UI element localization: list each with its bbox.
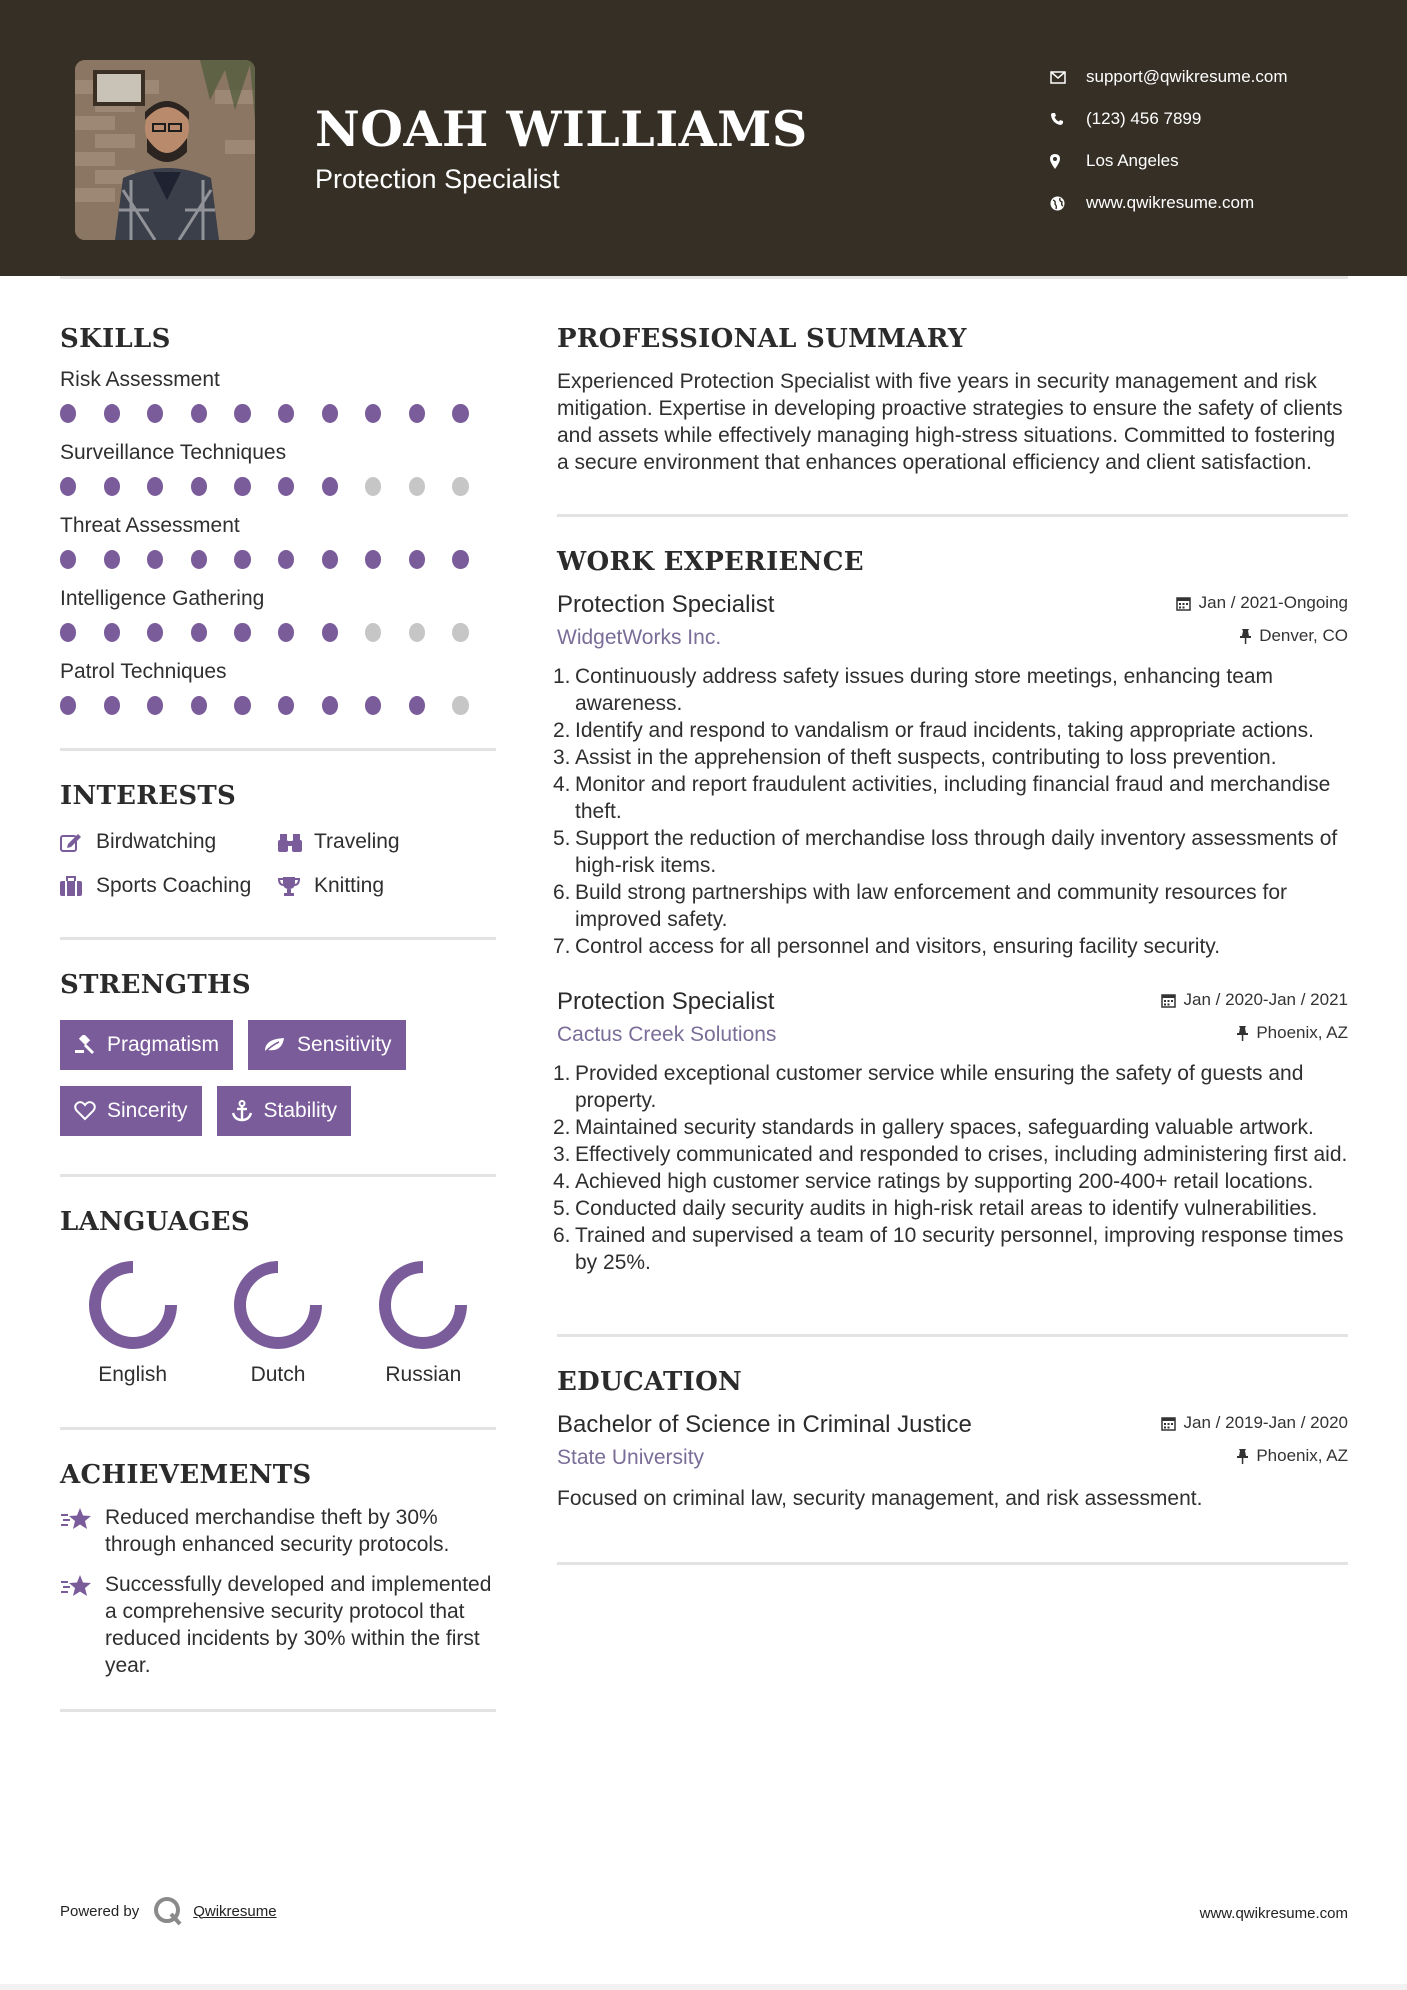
header-divider xyxy=(60,276,1348,279)
footer-url[interactable]: www.qwikresume.com xyxy=(1199,1905,1348,1922)
heart-icon xyxy=(74,1101,96,1121)
rating-dot-filled xyxy=(409,550,425,569)
rating-dot-empty xyxy=(409,623,425,642)
pin-icon xyxy=(1237,1449,1248,1464)
rating-dot-filled xyxy=(147,404,163,423)
job-bullets xyxy=(553,663,1348,960)
contact-website-text: www.qwikresume.com xyxy=(1086,193,1255,212)
job-entry xyxy=(553,589,1348,960)
job-bullet: 1. Continuously address safety issues during store meetings, enhancing team awareness. xyxy=(553,665,1274,715)
job-company: WidgetWorks Inc. xyxy=(557,626,722,649)
binoculars-icon xyxy=(278,832,314,852)
job-title: Protection Specialist xyxy=(557,591,775,618)
job-bullet: 4. Monitor and report fraudulent activities, including financial fraud and merchandise theft. xyxy=(553,773,1331,823)
rating-dot-filled xyxy=(234,623,250,642)
contact-phone[interactable] xyxy=(1050,98,1380,140)
education-dates-text: Jan / 2019-Jan / 2020 xyxy=(1183,1413,1348,1432)
education-description: Focused on criminal law, security management, and risk assessment. xyxy=(557,1487,1203,1510)
language-level-arc xyxy=(95,1267,171,1343)
contact-location xyxy=(1050,140,1380,182)
job-bullet: 4. Achieved high customer service ratings by supporting 200-400+ retail locations. xyxy=(553,1170,1314,1193)
achievement-text: Reduced merchandise theft by 30% through enhanced security protocols. xyxy=(105,1506,450,1556)
rating-dot-filled xyxy=(60,477,76,496)
left-column xyxy=(60,324,496,1712)
gavel-icon xyxy=(74,1035,96,1055)
education-location xyxy=(1237,1446,1348,1466)
rating-dot-filled xyxy=(278,404,294,423)
contact-location-text: Los Angeles xyxy=(1086,151,1179,170)
language-label: Russian xyxy=(385,1363,462,1386)
strengths-list xyxy=(60,1020,500,1136)
job-location-text: Phoenix, AZ xyxy=(1256,1023,1348,1042)
rating-dot-filled xyxy=(191,696,207,715)
pin-icon xyxy=(1240,629,1251,644)
job-bullet: 3. Effectively communicated and responded to crises, including administering first aid. xyxy=(553,1143,1348,1166)
pin-icon xyxy=(1237,1026,1248,1041)
profile-photo xyxy=(75,60,255,240)
job-bullet: 1. Provided exceptional customer service while ensuring the safety of guests and property. xyxy=(553,1062,1304,1112)
strength-tag xyxy=(60,1086,202,1136)
rating-dot-filled xyxy=(147,477,163,496)
skill-rating xyxy=(60,623,496,642)
right-column xyxy=(553,324,1348,1565)
skill-rating xyxy=(60,404,496,423)
contact-list xyxy=(1050,56,1380,224)
rating-dot-filled xyxy=(322,550,338,569)
globe-icon xyxy=(1050,196,1086,211)
interest-label: Knitting xyxy=(314,874,385,897)
achievement-item xyxy=(60,1504,496,1558)
achievements-heading: ACHIEVEMENTS xyxy=(60,1460,312,1490)
job-dates xyxy=(1161,990,1348,1010)
education-location-text: Phoenix, AZ xyxy=(1256,1446,1348,1465)
calendar-icon xyxy=(1161,1416,1176,1431)
briefcase-icon xyxy=(60,876,96,896)
rating-dot-filled xyxy=(234,477,250,496)
contact-phone-text: (123) 456 7899 xyxy=(1086,109,1202,128)
edit-icon xyxy=(60,832,96,852)
leaf-icon xyxy=(262,1036,286,1054)
star-badge-icon xyxy=(60,1504,105,1558)
language-item xyxy=(351,1259,496,1387)
rating-dot-filled xyxy=(322,404,338,423)
job-location xyxy=(1240,626,1348,646)
rating-dot-filled xyxy=(60,696,76,715)
contact-email[interactable] xyxy=(1050,56,1380,98)
education-school: State University xyxy=(557,1446,705,1469)
languages-list xyxy=(60,1259,496,1387)
interests-heading: INTERESTS xyxy=(60,781,237,811)
experience-heading: WORK EXPERIENCE xyxy=(557,547,864,577)
interest-label: Sports Coaching xyxy=(96,874,252,897)
rating-dot-filled xyxy=(191,404,207,423)
rating-dot-filled xyxy=(452,404,468,423)
languages-heading: LANGUAGES xyxy=(60,1207,250,1237)
achievement-text: Successfully developed and implemented a comprehensive security protocol that reduced incidents by 30% within the first year. xyxy=(105,1573,492,1677)
language-label: English xyxy=(98,1363,168,1386)
strength-tag xyxy=(248,1020,406,1070)
language-item xyxy=(205,1259,350,1387)
education-dates xyxy=(1161,1413,1348,1433)
skill-name: Intelligence Gathering xyxy=(60,587,265,610)
rating-dot-empty xyxy=(452,477,468,496)
rating-dot-filled xyxy=(104,477,120,496)
trophy-icon xyxy=(278,876,314,896)
strengths-heading: STRENGTHS xyxy=(60,970,251,1000)
anchor-icon xyxy=(231,1100,253,1122)
rating-dot-filled xyxy=(191,477,207,496)
job-bullet: 7. Control access for all personnel and visitors, ensuring facility security. xyxy=(553,935,1221,958)
skill-name: Surveillance Techniques xyxy=(60,441,287,464)
language-level-ring xyxy=(87,1259,179,1351)
rating-dot-filled xyxy=(60,623,76,642)
interest-label: Traveling xyxy=(314,830,400,853)
language-item xyxy=(60,1259,205,1387)
calendar-icon xyxy=(1176,596,1191,611)
section-divider xyxy=(60,1174,496,1177)
rating-dot-filled xyxy=(147,623,163,642)
strength-tag xyxy=(217,1086,352,1136)
language-level-arc xyxy=(385,1267,461,1343)
job-bullet: 2. Maintained security standards in gallery spaces, safeguarding valuable artwork. xyxy=(553,1116,1314,1139)
interest-item xyxy=(278,873,478,899)
rating-dot-filled xyxy=(365,550,381,569)
skill-item xyxy=(60,657,496,730)
qwikresume-logo-icon xyxy=(153,1896,183,1926)
job-title: Protection Specialist xyxy=(557,988,775,1015)
education-heading: EDUCATION xyxy=(557,1367,743,1397)
rating-dot-filled xyxy=(104,550,120,569)
powered-by-text: Powered by xyxy=(60,1902,140,1920)
job-dates-text: Jan / 2021-Ongoing xyxy=(1198,593,1348,612)
calendar-icon xyxy=(1161,993,1176,1008)
interest-item xyxy=(60,873,278,899)
rating-dot-filled xyxy=(322,623,338,642)
contact-website[interactable] xyxy=(1050,182,1380,224)
skill-name: Threat Assessment xyxy=(60,514,240,537)
job-location-text: Denver, CO xyxy=(1259,626,1348,645)
rating-dot-filled xyxy=(234,404,250,423)
rating-dot-filled xyxy=(452,550,468,569)
language-level-arc xyxy=(240,1267,316,1343)
rating-dot-filled xyxy=(322,696,338,715)
rating-dot-filled xyxy=(278,477,294,496)
strength-label: Sensitivity xyxy=(297,1033,392,1056)
job-bullet: 2. Identify and respond to vandalism or fraud incidents, taking appropriate actions. xyxy=(553,719,1314,742)
section-divider xyxy=(60,1427,496,1430)
rating-dot-filled xyxy=(365,404,381,423)
section-divider xyxy=(60,937,496,940)
language-level-ring xyxy=(232,1259,324,1351)
rating-dot-filled xyxy=(278,550,294,569)
phone-icon xyxy=(1050,112,1086,126)
job-dates xyxy=(1176,593,1348,613)
education-entry xyxy=(557,1409,1348,1512)
rating-dot-empty xyxy=(365,477,381,496)
skill-name: Patrol Techniques xyxy=(60,660,227,683)
section-divider xyxy=(60,748,496,751)
education-degree: Bachelor of Science in Criminal Justice xyxy=(557,1411,972,1438)
map-pin-icon xyxy=(1050,154,1086,169)
job-bullet: 5. Conducted daily security audits in high-risk retail areas to identify vulnerabilities. xyxy=(553,1197,1318,1220)
rating-dot-empty xyxy=(452,696,468,715)
qwikresume-link[interactable]: Qwikresume xyxy=(193,1902,277,1920)
rating-dot-filled xyxy=(234,696,250,715)
rating-dot-filled xyxy=(191,550,207,569)
skill-item xyxy=(60,511,496,584)
page-bottom-strip xyxy=(0,1984,1407,1990)
job-dates-text: Jan / 2020-Jan / 2021 xyxy=(1183,990,1348,1009)
rating-dot-empty xyxy=(409,477,425,496)
rating-dot-empty xyxy=(365,623,381,642)
skill-item xyxy=(60,584,496,657)
interest-label: Birdwatching xyxy=(96,830,217,853)
skill-rating xyxy=(60,696,496,715)
language-level-ring xyxy=(377,1259,469,1351)
job-bullet: 6. Trained and supervised a team of 10 security personnel, improving response times by 25%. xyxy=(553,1224,1344,1274)
summary-text: Experienced Protection Specialist with five years in security management and risk mitigation. Expertise in developing proactive strategies to ensure the safety of clients and assets while effectively managing high-stress situations. Committed to fostering a secure environment that enhances operational efficiency and client satisfaction. xyxy=(557,370,1343,474)
strength-tag xyxy=(60,1020,233,1070)
interests-list xyxy=(60,829,496,899)
interest-item xyxy=(278,829,478,855)
section-divider xyxy=(557,1334,1348,1337)
rating-dot-filled xyxy=(104,623,120,642)
rating-dot-filled xyxy=(191,623,207,642)
job-bullet: 5. Support the reduction of merchandise loss through daily inventory assessments of high-risk items. xyxy=(553,827,1338,877)
job-entry xyxy=(553,986,1348,1276)
job-bullet: 6. Build strong partnerships with law enforcement and community resources for improved safety. xyxy=(553,881,1287,931)
section-divider xyxy=(60,1709,496,1712)
interest-item xyxy=(60,829,278,855)
envelope-icon xyxy=(1050,71,1086,84)
rating-dot-filled xyxy=(278,696,294,715)
skills-heading: SKILLS xyxy=(60,324,171,354)
star-badge-icon xyxy=(60,1571,105,1679)
section-divider xyxy=(557,1562,1348,1565)
rating-dot-filled xyxy=(365,696,381,715)
rating-dot-filled xyxy=(60,550,76,569)
rating-dot-filled xyxy=(104,404,120,423)
skills-list xyxy=(60,365,496,730)
skill-rating xyxy=(60,550,496,569)
contact-email-text: support@qwikresume.com xyxy=(1086,67,1288,86)
rating-dot-filled xyxy=(409,696,425,715)
skill-item xyxy=(60,365,496,438)
job-bullet: 3. Assist in the apprehension of theft suspects, contributing to loss prevention. xyxy=(553,746,1277,769)
section-divider xyxy=(557,514,1348,517)
job-company: Cactus Creek Solutions xyxy=(557,1023,777,1046)
rating-dot-filled xyxy=(104,696,120,715)
rating-dot-filled xyxy=(409,404,425,423)
language-label: Dutch xyxy=(250,1363,306,1386)
footer-powered-by xyxy=(60,1896,277,1926)
resume-header xyxy=(0,0,1407,276)
job-location xyxy=(1237,1023,1348,1043)
rating-dot-filled xyxy=(322,477,338,496)
achievement-item xyxy=(60,1571,496,1679)
summary-heading: PROFESSIONAL SUMMARY xyxy=(557,324,967,354)
rating-dot-empty xyxy=(452,623,468,642)
skill-name: Risk Assessment xyxy=(60,368,220,391)
candidate-name: NOAH WILLIAMS xyxy=(315,100,808,158)
strength-label: Pragmatism xyxy=(107,1033,220,1056)
strength-label: Sincerity xyxy=(107,1099,188,1122)
skill-rating xyxy=(60,477,496,496)
job-bullets xyxy=(553,1060,1348,1276)
skill-item xyxy=(60,438,496,511)
rating-dot-filled xyxy=(147,550,163,569)
rating-dot-filled xyxy=(147,696,163,715)
rating-dot-filled xyxy=(60,404,76,423)
rating-dot-filled xyxy=(278,623,294,642)
strength-label: Stability xyxy=(263,1099,338,1122)
rating-dot-filled xyxy=(234,550,250,569)
candidate-title: Protection Specialist xyxy=(315,164,560,194)
